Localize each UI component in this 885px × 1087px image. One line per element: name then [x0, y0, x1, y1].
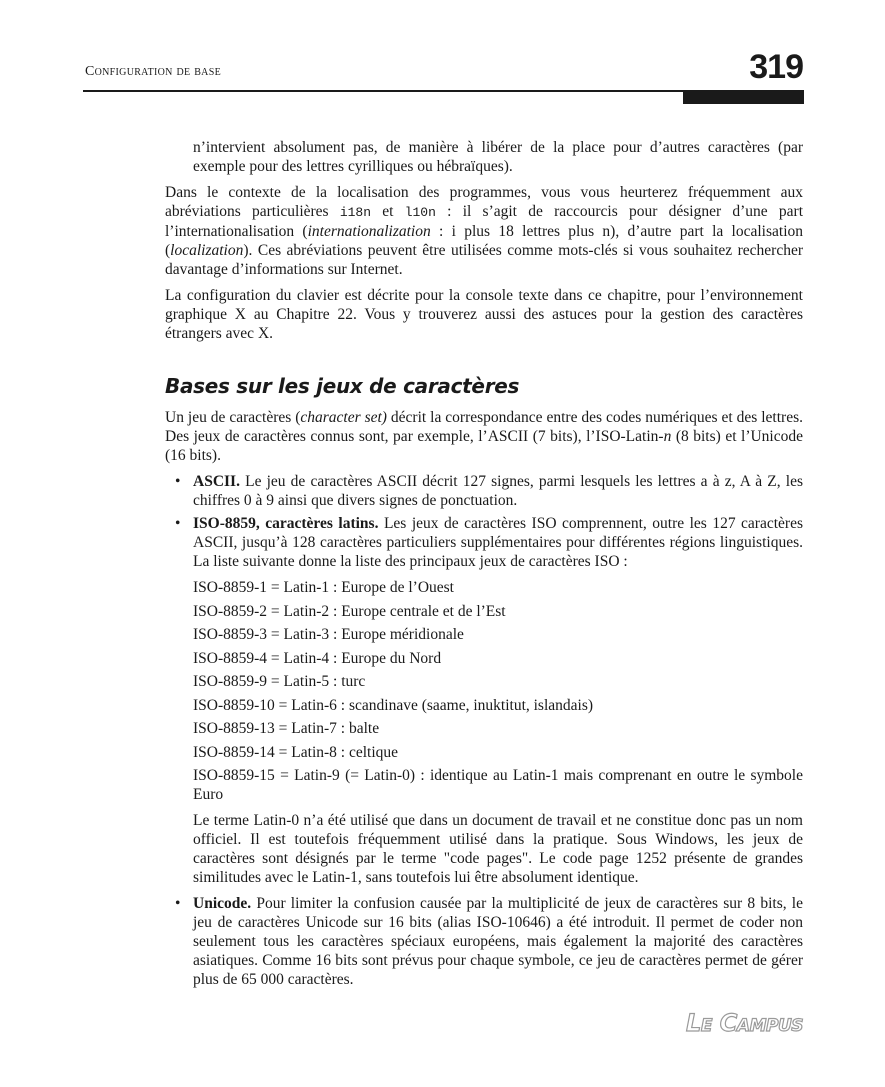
iso-line: ISO-8859-9 = Latin-5 : turc [193, 673, 366, 690]
iso-line: ISO-8859-3 = Latin-3 : Europe méridionale [193, 626, 464, 643]
iso-description [193, 514, 803, 571]
page-body [165, 138, 803, 993]
text-run: (8 bits) et l’Unicode (16 bits). [165, 428, 803, 464]
text-run: Les jeux de caractères ISO comprennent, outre les 127 caractères ASCII, jusqu’à 128 caractères particuliers supplémentaires pour différentes régions linguistiques. La liste suivante donne la liste des principaux jeux de caractères ISO : [193, 515, 803, 570]
text-run: Le jeu de caractères ASCII décrit 127 signes, parmi lesquels les lettres a à z, A à Z, les chiffres 0 à 9 ainsi que divers signes de ponctuation. [193, 473, 803, 509]
text-run: et [371, 203, 405, 220]
term-ascii: ASCII. [193, 473, 240, 490]
iso-line: ISO-8859-2 = Latin-2 : Europe centrale et de l’Est [193, 602, 506, 620]
text-run: Pour limiter la confusion causée par la multiplicité de jeux de caractères sur 8 bits, le jeu de caractères Unicode sur 16 bits (alias ISO-10646) a été introduit. Il permet de coder non seulement tous les caractères spéciaux européens, mais également la majorité des caractères asiatiques. Comme 16 bits sont prévus pour chaque symbole, ce jeu de caractères permet de gérer plus de 65 000 caractères. [193, 895, 803, 988]
text-run: : i plus 18 lettres plus n), d’autre part la localisation ( [165, 223, 804, 259]
text-run: ). Ces abréviations peuvent être utilisées comme mots-clés si vous souhaitez rechercher davantage d’informations sur Internet. [165, 242, 803, 278]
emphasis-internationalization: internationalization [307, 223, 431, 240]
running-head: Configuration de base [85, 64, 221, 79]
iso-line: ISO-8859-4 = Latin-4 : Europe du Nord [193, 649, 442, 667]
continuation-paragraph: n’intervient absolument pas, de manière à libérer de la place pour d’autres caractères (par exemple pour des lettres cyrilliques ou hébraïques). [193, 139, 803, 175]
text-run: Dans le contexte de la localisation des programmes, vous vous heurterez fréquemment aux abréviations particulières [165, 184, 803, 220]
charset-list [165, 472, 803, 989]
iso-line: ISO-8859-1 = Latin-1 : Europe de l’Ouest [193, 579, 454, 596]
localization-paragraph [165, 183, 803, 279]
term-unicode: Unicode. [193, 895, 252, 912]
emphasis-character-set: character set) [300, 409, 387, 426]
iso-line: ISO-8859-14 = Latin-8 : celtique [193, 743, 399, 761]
bullet-icon: • [175, 895, 181, 912]
header-bar [683, 92, 804, 104]
text-run: Un jeu de caractères ( [165, 409, 301, 426]
charset-intro-paragraph [165, 408, 803, 465]
iso-note: Le terme Latin-0 n’a été utilisé que dans un document de travail et ne constitue donc pas un nom officiel. Il est toutefois fréquemment utilisé dans la pratique. Sous Windows, les jeux de caractères sont désignés par le terme "code pages". Le code page 1252 présente de grandes similitudes avec le Latin-1, sans toutefois lui être absolument identique. [193, 812, 803, 886]
publisher-logo: Le Campus [686, 1009, 803, 1037]
text-run: : il s’agit de raccourcis pour désigner d’une part l’internationalisation ( [165, 203, 803, 240]
iso-line: ISO-8859-13 = Latin-7 : balte [193, 720, 380, 737]
list-item-unicode [165, 894, 803, 989]
keyboard-paragraph: La configuration du clavier est décrite pour la console texte dans ce chapitre, pour l’environnement graphique X au Chapitre 22. Vous y trouverez aussi des astuces pour la gestion des caractères étrangers avec X. [165, 287, 803, 342]
code-l10n: l10n [404, 205, 436, 220]
iso-line: ISO-8859-10 = Latin-6 : scandinave (saame, inuktitut, islandais) [193, 696, 594, 714]
bullet-icon: • [175, 515, 181, 532]
text-run: décrit la correspondance entre des codes numériques et des lettres. Des jeux de caractères connus sont, par exemple, l’ASCII (7 bits), l’ISO-Latin- [165, 409, 803, 445]
iso-line-last: ISO-8859-15 = Latin-9 (= Latin-0) : identique au Latin-1 mais comprenant en outre le symbole Euro [193, 767, 803, 803]
list-item-ascii [165, 472, 803, 510]
section-heading: Bases sur les jeux de caractères [165, 374, 520, 398]
list-item-iso [165, 514, 803, 887]
term-iso: ISO-8859, caractères latins. [193, 515, 379, 532]
emphasis-n: n [663, 428, 672, 445]
bullet-icon: • [175, 473, 181, 490]
page-number: 319 [749, 48, 803, 86]
code-i18n: i18n [339, 205, 372, 220]
emphasis-localization: localization [170, 242, 244, 259]
